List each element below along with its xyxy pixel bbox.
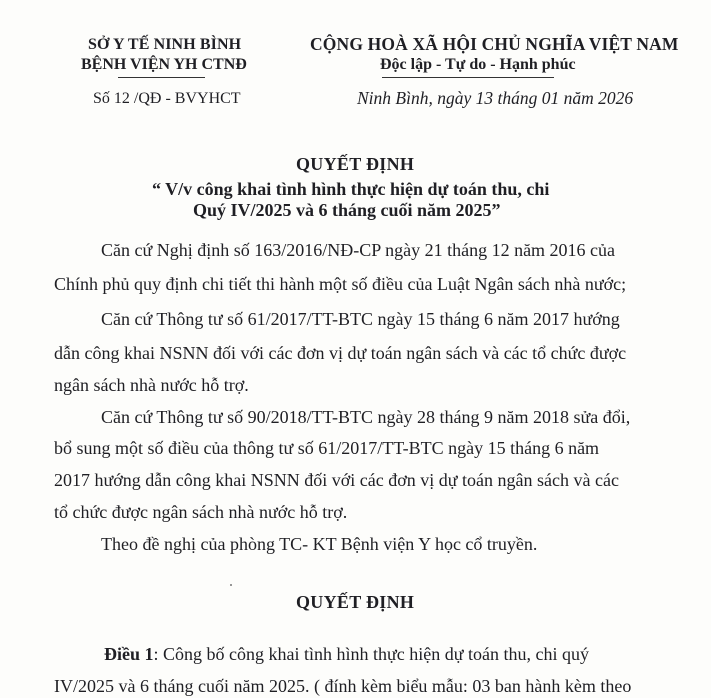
article-1-continuation: IV/2025 và 6 tháng cuối năm 2025. ( đính kèm biểu mẫu: 03 ban hành kèm theo — [54, 676, 632, 696]
body-line: Căn cứ Thông tư số 61/2017/TT-BTC ngày 15 tháng 6 năm 2017 hướng — [101, 309, 620, 329]
body-line: tổ chức được ngân sách nhà nước hỗ trợ. — [54, 502, 348, 522]
scan-speck — [230, 584, 232, 586]
article-1 — [104, 644, 589, 665]
national-title: CỘNG HOÀ XÃ HỘI CHỦ NGHĨA VIỆT NAM — [310, 34, 679, 54]
article-1-label: Điều 1 — [104, 644, 154, 664]
document-title: QUYẾT ĐỊNH — [296, 154, 415, 174]
body-line: Căn cứ Nghị định số 163/2016/NĐ-CP ngày 21 tháng 12 năm 2016 của — [101, 240, 616, 260]
body-line: dẫn công khai NSNN đối với các đơn vị dự toán ngân sách và các tổ chức được — [54, 343, 627, 363]
body-line: bổ sung một số điều của thông tư số 61/2017/TT-BTC ngày 15 tháng 6 năm — [54, 438, 600, 458]
body-line: Chính phủ quy định chi tiết thi hành một số điều của Luật Ngân sách nhà nước; — [54, 274, 627, 294]
body-line: 2017 hướng dẫn công khai NSNN đối với các đơn vị dự toán ngân sách và các — [54, 470, 619, 490]
document-number: Số 12 /QĐ - BVYHCT — [93, 90, 241, 107]
subject-line-1: “ V/v công khai tình hình thực hiện dự toán thu, chi — [152, 179, 550, 199]
decision-heading: QUYẾT ĐỊNH — [296, 592, 415, 612]
body-line: Theo đề nghị của phòng TC- KT Bệnh viện Y học cổ truyền. — [101, 534, 538, 554]
subject-line-2: Quý IV/2025 và 6 tháng cuối năm 2025” — [193, 200, 501, 220]
org-underline — [118, 77, 205, 78]
article-1-text: : Công bố công khai tình hình thực hiện dự toán thu, chi quý — [153, 644, 589, 664]
place-date: Ninh Bình, ngày 13 tháng 01 năm 2026 — [357, 88, 634, 108]
body-line: ngân sách nhà nước hỗ trợ. — [54, 375, 249, 395]
organization-name: SỞ Y TẾ NINH BÌNH — [88, 36, 242, 53]
hospital-name: BỆNH VIỆN YH CTNĐ — [81, 56, 247, 73]
body-line: Căn cứ Thông tư số 90/2018/TT-BTC ngày 28 tháng 9 năm 2018 sửa đổi, — [101, 407, 631, 427]
motto-underline — [382, 77, 554, 78]
national-motto: Độc lập - Tự do - Hạnh phúc — [380, 56, 576, 73]
